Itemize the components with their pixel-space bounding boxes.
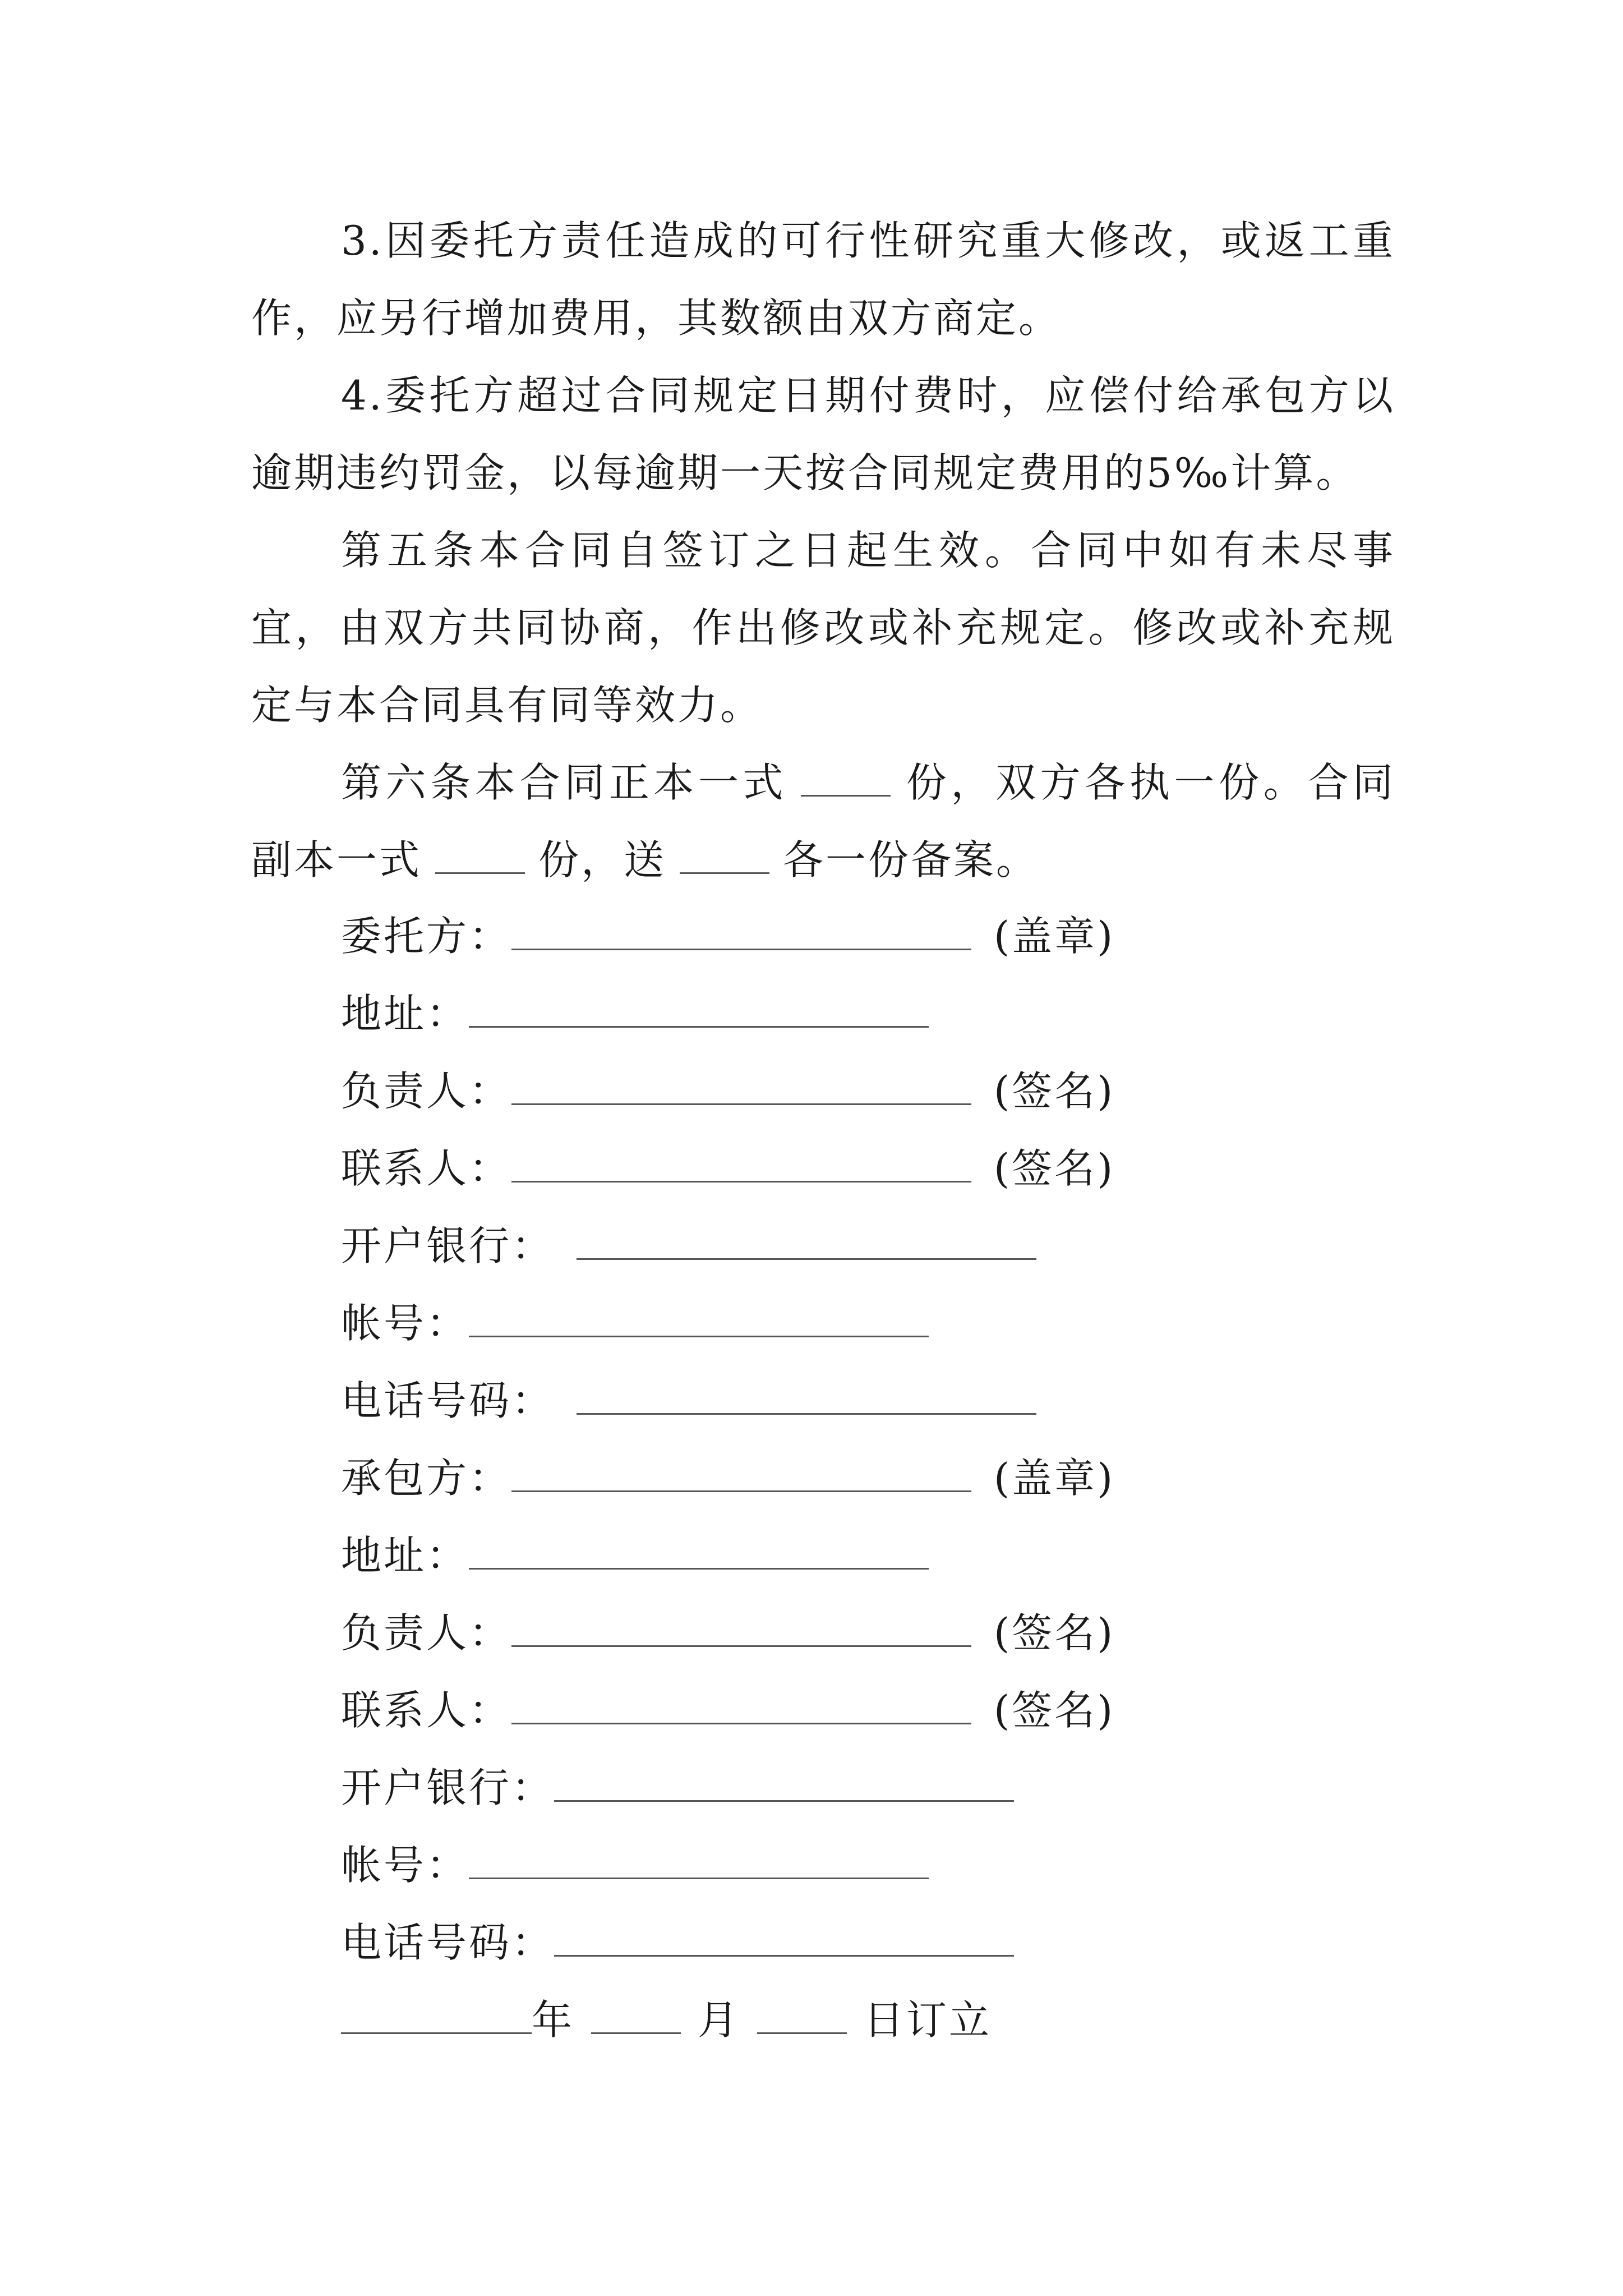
contractor-head-blank[interactable] <box>511 1611 971 1647</box>
client-bank-label: 开户银行： <box>341 1222 555 1269</box>
day-blank[interactable] <box>757 1998 847 2034</box>
contractor-address-blank[interactable] <box>469 1533 929 1570</box>
year-label: 年 <box>532 1996 575 2044</box>
contractor-bank-blank[interactable] <box>554 1765 1014 1802</box>
article-6-text-c: 份，送 <box>538 836 667 884</box>
contractor-address-label: 地址： <box>341 1532 469 1579</box>
client-account-blank[interactable] <box>469 1301 929 1337</box>
article-6-text-a: 第六条本合同正本一式 <box>341 759 788 806</box>
contractor-party-line <box>341 1453 1115 1503</box>
contractor-party-label: 承包方： <box>341 1455 512 1502</box>
year-blank[interactable] <box>341 1998 532 2034</box>
client-bank-line <box>341 1221 1036 1271</box>
client-contact-label: 联系人： <box>341 1145 512 1192</box>
client-contact-blank[interactable] <box>511 1146 971 1182</box>
paragraph-clause-3: 3.因委托方责任造成的可行性研究重大修改，或返工重作，应另行增加费用，其数额由双方商定。 <box>251 217 1395 342</box>
client-head-label: 负责人： <box>341 1068 512 1115</box>
day-label: 日订立 <box>864 1996 992 2044</box>
client-party-blank[interactable] <box>511 914 971 950</box>
client-phone-blank[interactable] <box>577 1378 1036 1415</box>
client-contact-line <box>341 1143 1115 1194</box>
client-account-label: 帐号： <box>341 1300 469 1347</box>
client-address-line <box>341 988 929 1039</box>
client-account-line <box>341 1298 929 1349</box>
contractor-phone-line <box>341 1917 1014 1968</box>
client-address-blank[interactable] <box>469 991 929 1028</box>
client-head-blank[interactable] <box>511 1069 971 1105</box>
contractor-head-label: 负责人： <box>341 1609 512 1657</box>
contractor-account-label: 帐号： <box>341 1842 469 1889</box>
client-party-seal: (盖章) <box>994 913 1115 960</box>
paragraph-article-6 <box>251 744 1395 899</box>
client-phone-line <box>341 1375 1036 1426</box>
contractor-bank-line <box>341 1763 1014 1813</box>
client-party-line <box>341 911 1115 961</box>
contractor-contact-blank[interactable] <box>511 1688 971 1724</box>
contractor-head-sign: (签名) <box>994 1609 1115 1657</box>
client-address-label: 地址： <box>341 990 469 1037</box>
copies-duplicate-blank[interactable] <box>435 838 525 874</box>
contractor-account-line <box>341 1840 929 1890</box>
client-phone-label: 电话号码： <box>341 1377 555 1424</box>
paragraph-article-5: 第五条本合同自签订之日起生效。合同中如有未尽事宜，由双方共同协商，作出修改或补充规定。修改或补充规定与本合同具有同等效力。 <box>251 527 1395 729</box>
contractor-address-line <box>341 1530 929 1581</box>
recipient-blank[interactable] <box>680 838 769 874</box>
client-head-sign: (签名) <box>994 1068 1115 1115</box>
client-party-label: 委托方： <box>341 913 512 960</box>
signing-date-line <box>341 1995 992 2045</box>
paragraph-clause-4: 4.委托方超过合同规定日期付费时，应偿付给承包方以逾期违约罚金，以每逾期一天按合同规定费用的5‰计算。 <box>251 372 1395 496</box>
contractor-contact-sign: (签名) <box>994 1687 1115 1734</box>
article-6-text-d: 各一份备案。 <box>783 836 1039 884</box>
contractor-bank-label: 开户银行： <box>341 1764 555 1811</box>
client-contact-sign: (签名) <box>994 1145 1115 1192</box>
month-label: 月 <box>698 1996 741 2044</box>
client-bank-blank[interactable] <box>577 1223 1036 1260</box>
contractor-head-line <box>341 1608 1115 1658</box>
contractor-account-blank[interactable] <box>469 1843 929 1879</box>
contractor-party-seal: (盖章) <box>994 1455 1115 1502</box>
contractor-party-blank[interactable] <box>511 1456 971 1492</box>
month-blank[interactable] <box>591 1998 681 2034</box>
client-head-line <box>341 1066 1115 1116</box>
contractor-contact-line <box>341 1685 1115 1736</box>
contractor-phone-blank[interactable] <box>554 1920 1014 1957</box>
contractor-contact-label: 联系人： <box>341 1687 512 1734</box>
contractor-phone-label: 电话号码： <box>341 1919 555 1966</box>
article-6-text-b: 份，双方各执一份。合同副本一式 <box>251 759 1395 884</box>
copies-original-blank[interactable] <box>801 760 891 797</box>
